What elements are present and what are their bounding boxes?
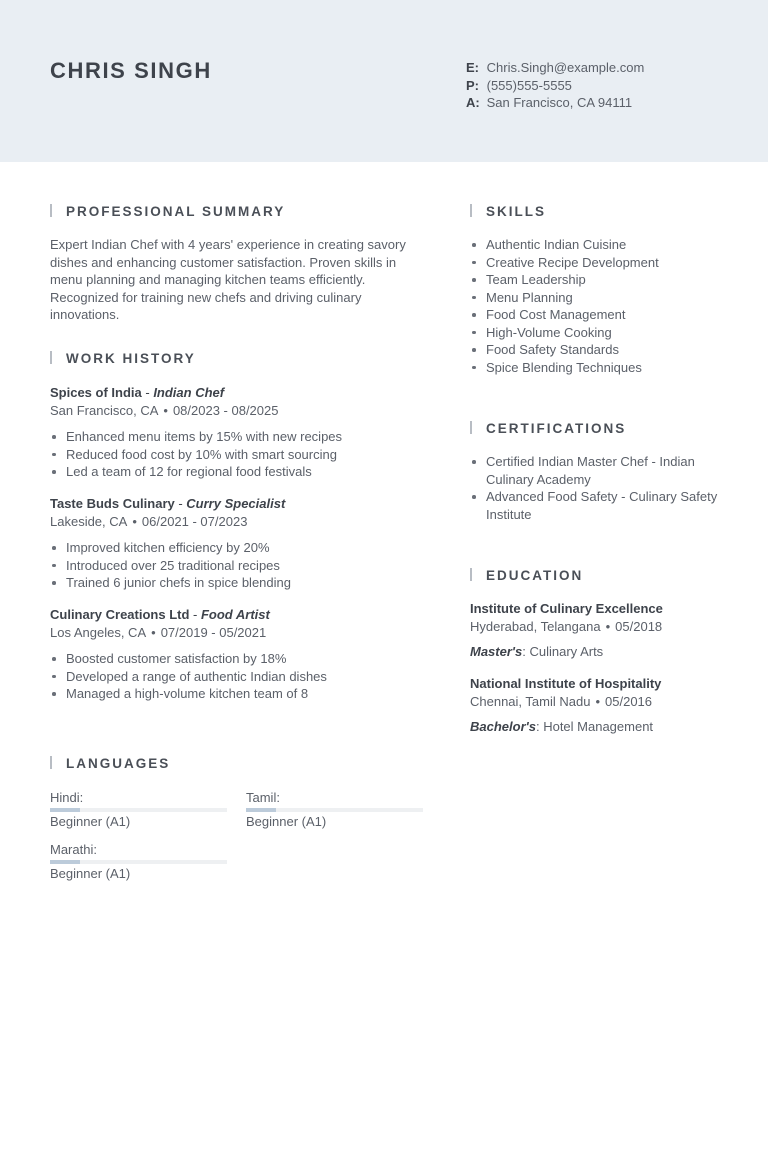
dot-separator: •	[595, 693, 601, 709]
job-dates: 08/2023 - 08/2025	[172, 402, 279, 418]
language-level-fill	[246, 808, 276, 812]
job-separator: -	[141, 385, 154, 400]
job-location-dates	[50, 624, 425, 642]
dot-separator: •	[132, 513, 137, 529]
education-school	[470, 675, 750, 693]
dot-separator: •	[151, 624, 156, 640]
job-bullets	[50, 428, 425, 481]
job-location: San Francisco, CA	[50, 402, 159, 418]
degree-type: Master's	[470, 644, 523, 659]
section-marker	[50, 204, 52, 217]
job-entry	[50, 384, 425, 481]
section-marker	[50, 756, 52, 769]
job-location: Los Angeles, CA	[50, 624, 147, 640]
work-title-text: WORK HISTORY	[66, 351, 196, 366]
section-marker	[470, 421, 472, 434]
graduation-date: 05/2018	[615, 618, 663, 634]
education-school	[470, 600, 750, 618]
job-location: Lakeside, CA	[50, 513, 128, 529]
language-level: Beginner (A1)	[246, 814, 327, 829]
skills-list	[470, 236, 720, 376]
certifications-title-text: CERTIFICATIONS	[486, 421, 627, 436]
job-location-dates	[50, 513, 425, 531]
skill-item: Spice Blending Techniques	[470, 359, 720, 377]
job-role: Indian Chef	[153, 385, 225, 400]
job-dates: 06/2021 - 07/2023	[141, 513, 248, 529]
list-item: Reduced food cost by 10% with smart sourcing	[50, 446, 425, 464]
language-name: Hindi:	[50, 790, 84, 805]
language-level-bar	[246, 808, 423, 812]
job-bullets	[50, 539, 425, 592]
contact-email: Chris.Singh@example.com	[486, 60, 645, 75]
section-title-summary	[50, 204, 285, 219]
skill-item: Food Cost Management	[470, 306, 720, 324]
degree-colon: :	[535, 719, 540, 734]
education-title-text: EDUCATION	[486, 568, 584, 583]
language-level-bar	[50, 860, 227, 864]
certification-item: Advanced Food Safety - Culinary Safety Institute	[470, 488, 720, 523]
degree-field: Culinary Arts	[529, 644, 604, 659]
job-company: Spices of India	[50, 385, 142, 400]
certification-item: Certified Indian Master Chef - Indian Culinary Academy	[470, 453, 720, 488]
job-dates: 07/2019 - 05/2021	[160, 624, 267, 640]
education-degree	[470, 718, 750, 736]
skill-item: Food Safety Standards	[470, 341, 720, 359]
education-location-date	[470, 618, 750, 636]
candidate-name: CHRIS SINGH	[50, 58, 212, 83]
skills-title-text: SKILLS	[486, 204, 547, 219]
language-level-fill	[50, 860, 80, 864]
contact-phone-row	[466, 77, 644, 95]
job-heading	[50, 606, 425, 624]
degree-type: Bachelor's	[470, 719, 536, 734]
skill-item: Team Leadership	[470, 271, 720, 289]
list-item: Enhanced menu items by 15% with new recipes	[50, 428, 425, 446]
list-item: Developed a range of authentic Indian dishes	[50, 668, 425, 686]
graduation-date: 05/2016	[605, 693, 653, 709]
job-location-dates	[50, 402, 425, 420]
contact-email-row	[466, 59, 644, 77]
skills-block	[470, 236, 720, 376]
certifications-block	[470, 453, 720, 523]
certifications-list	[470, 453, 720, 523]
education-entry	[470, 675, 750, 736]
section-title-education	[470, 568, 583, 583]
skill-item: High-Volume Cooking	[470, 324, 720, 342]
skill-item: Authentic Indian Cuisine	[470, 236, 720, 254]
section-marker	[470, 568, 472, 581]
contact-address-key: A:	[466, 95, 480, 110]
contact-phone: (555)555-5555	[486, 77, 572, 93]
job-entry	[50, 606, 425, 703]
summary-text: Expert Indian Chef with 4 years' experience in creating savory dishes and enhancing customer satisfaction. Proven skills in menu planning and managing kitchen teams efficiently. Recognized for training new chefs and driving culinary innovations.	[50, 237, 406, 322]
language-item-marathi	[50, 841, 227, 882]
school-name: Institute of Culinary Excellence	[470, 601, 663, 616]
list-item: Improved kitchen efficiency by 20%	[50, 539, 425, 557]
section-title-certifications	[470, 421, 626, 436]
contact-email-key: E:	[466, 60, 479, 75]
job-company: Culinary Creations Ltd	[50, 607, 190, 622]
dot-separator: •	[163, 402, 168, 418]
section-title-languages	[50, 756, 170, 771]
language-level-bar	[50, 808, 227, 812]
language-level: Beginner (A1)	[50, 866, 131, 881]
languages-title-text: LANGUAGES	[66, 756, 171, 771]
skill-item: Menu Planning	[470, 289, 720, 307]
school-location: Chennai, Tamil Nadu	[470, 693, 591, 709]
job-heading	[50, 495, 425, 513]
language-name: Tamil:	[246, 790, 280, 805]
education-entry	[470, 600, 750, 661]
language-name: Marathi:	[50, 842, 97, 857]
section-marker	[50, 351, 52, 364]
degree-field: Hotel Management	[543, 719, 654, 734]
job-bullets	[50, 650, 425, 703]
language-level-fill	[50, 808, 80, 812]
section-title-work	[50, 351, 196, 366]
section-marker	[470, 204, 472, 217]
list-item: Trained 6 junior chefs in spice blending	[50, 574, 425, 592]
language-item-hindi	[50, 789, 227, 830]
list-item: Boosted customer satisfaction by 18%	[50, 650, 425, 668]
degree-colon: :	[522, 644, 526, 659]
summary-title-text: PROFESSIONAL SUMMARY	[66, 204, 286, 219]
contact-phone-key: P:	[466, 77, 479, 93]
section-title-skills	[470, 204, 546, 219]
job-role: Food Artist	[200, 607, 270, 622]
job-separator: -	[174, 496, 187, 511]
skill-item: Creative Recipe Development	[470, 254, 720, 272]
list-item: Introduced over 25 traditional recipes	[50, 557, 425, 575]
job-entry	[50, 495, 425, 592]
job-company: Taste Buds Culinary	[50, 496, 175, 511]
education-location-date	[470, 693, 750, 711]
contact-address: San Francisco, CA 94111	[486, 95, 633, 110]
dot-separator: •	[605, 618, 611, 634]
education-degree	[470, 643, 750, 661]
contact-info	[466, 59, 644, 112]
list-item: Managed a high-volume kitchen team of 8	[50, 685, 425, 703]
job-heading	[50, 384, 425, 402]
language-item-tamil	[246, 789, 423, 830]
school-location: Hyderabad, Telangana	[470, 618, 601, 634]
school-name: National Institute of Hospitality	[470, 676, 662, 691]
language-level: Beginner (A1)	[50, 814, 131, 829]
resume-header	[0, 0, 768, 162]
list-item: Led a team of 12 for regional food festivals	[50, 463, 425, 481]
job-separator: -	[189, 607, 201, 622]
job-role: Curry Specialist	[186, 496, 286, 511]
contact-address-row	[466, 94, 644, 112]
summary-block	[50, 236, 425, 324]
